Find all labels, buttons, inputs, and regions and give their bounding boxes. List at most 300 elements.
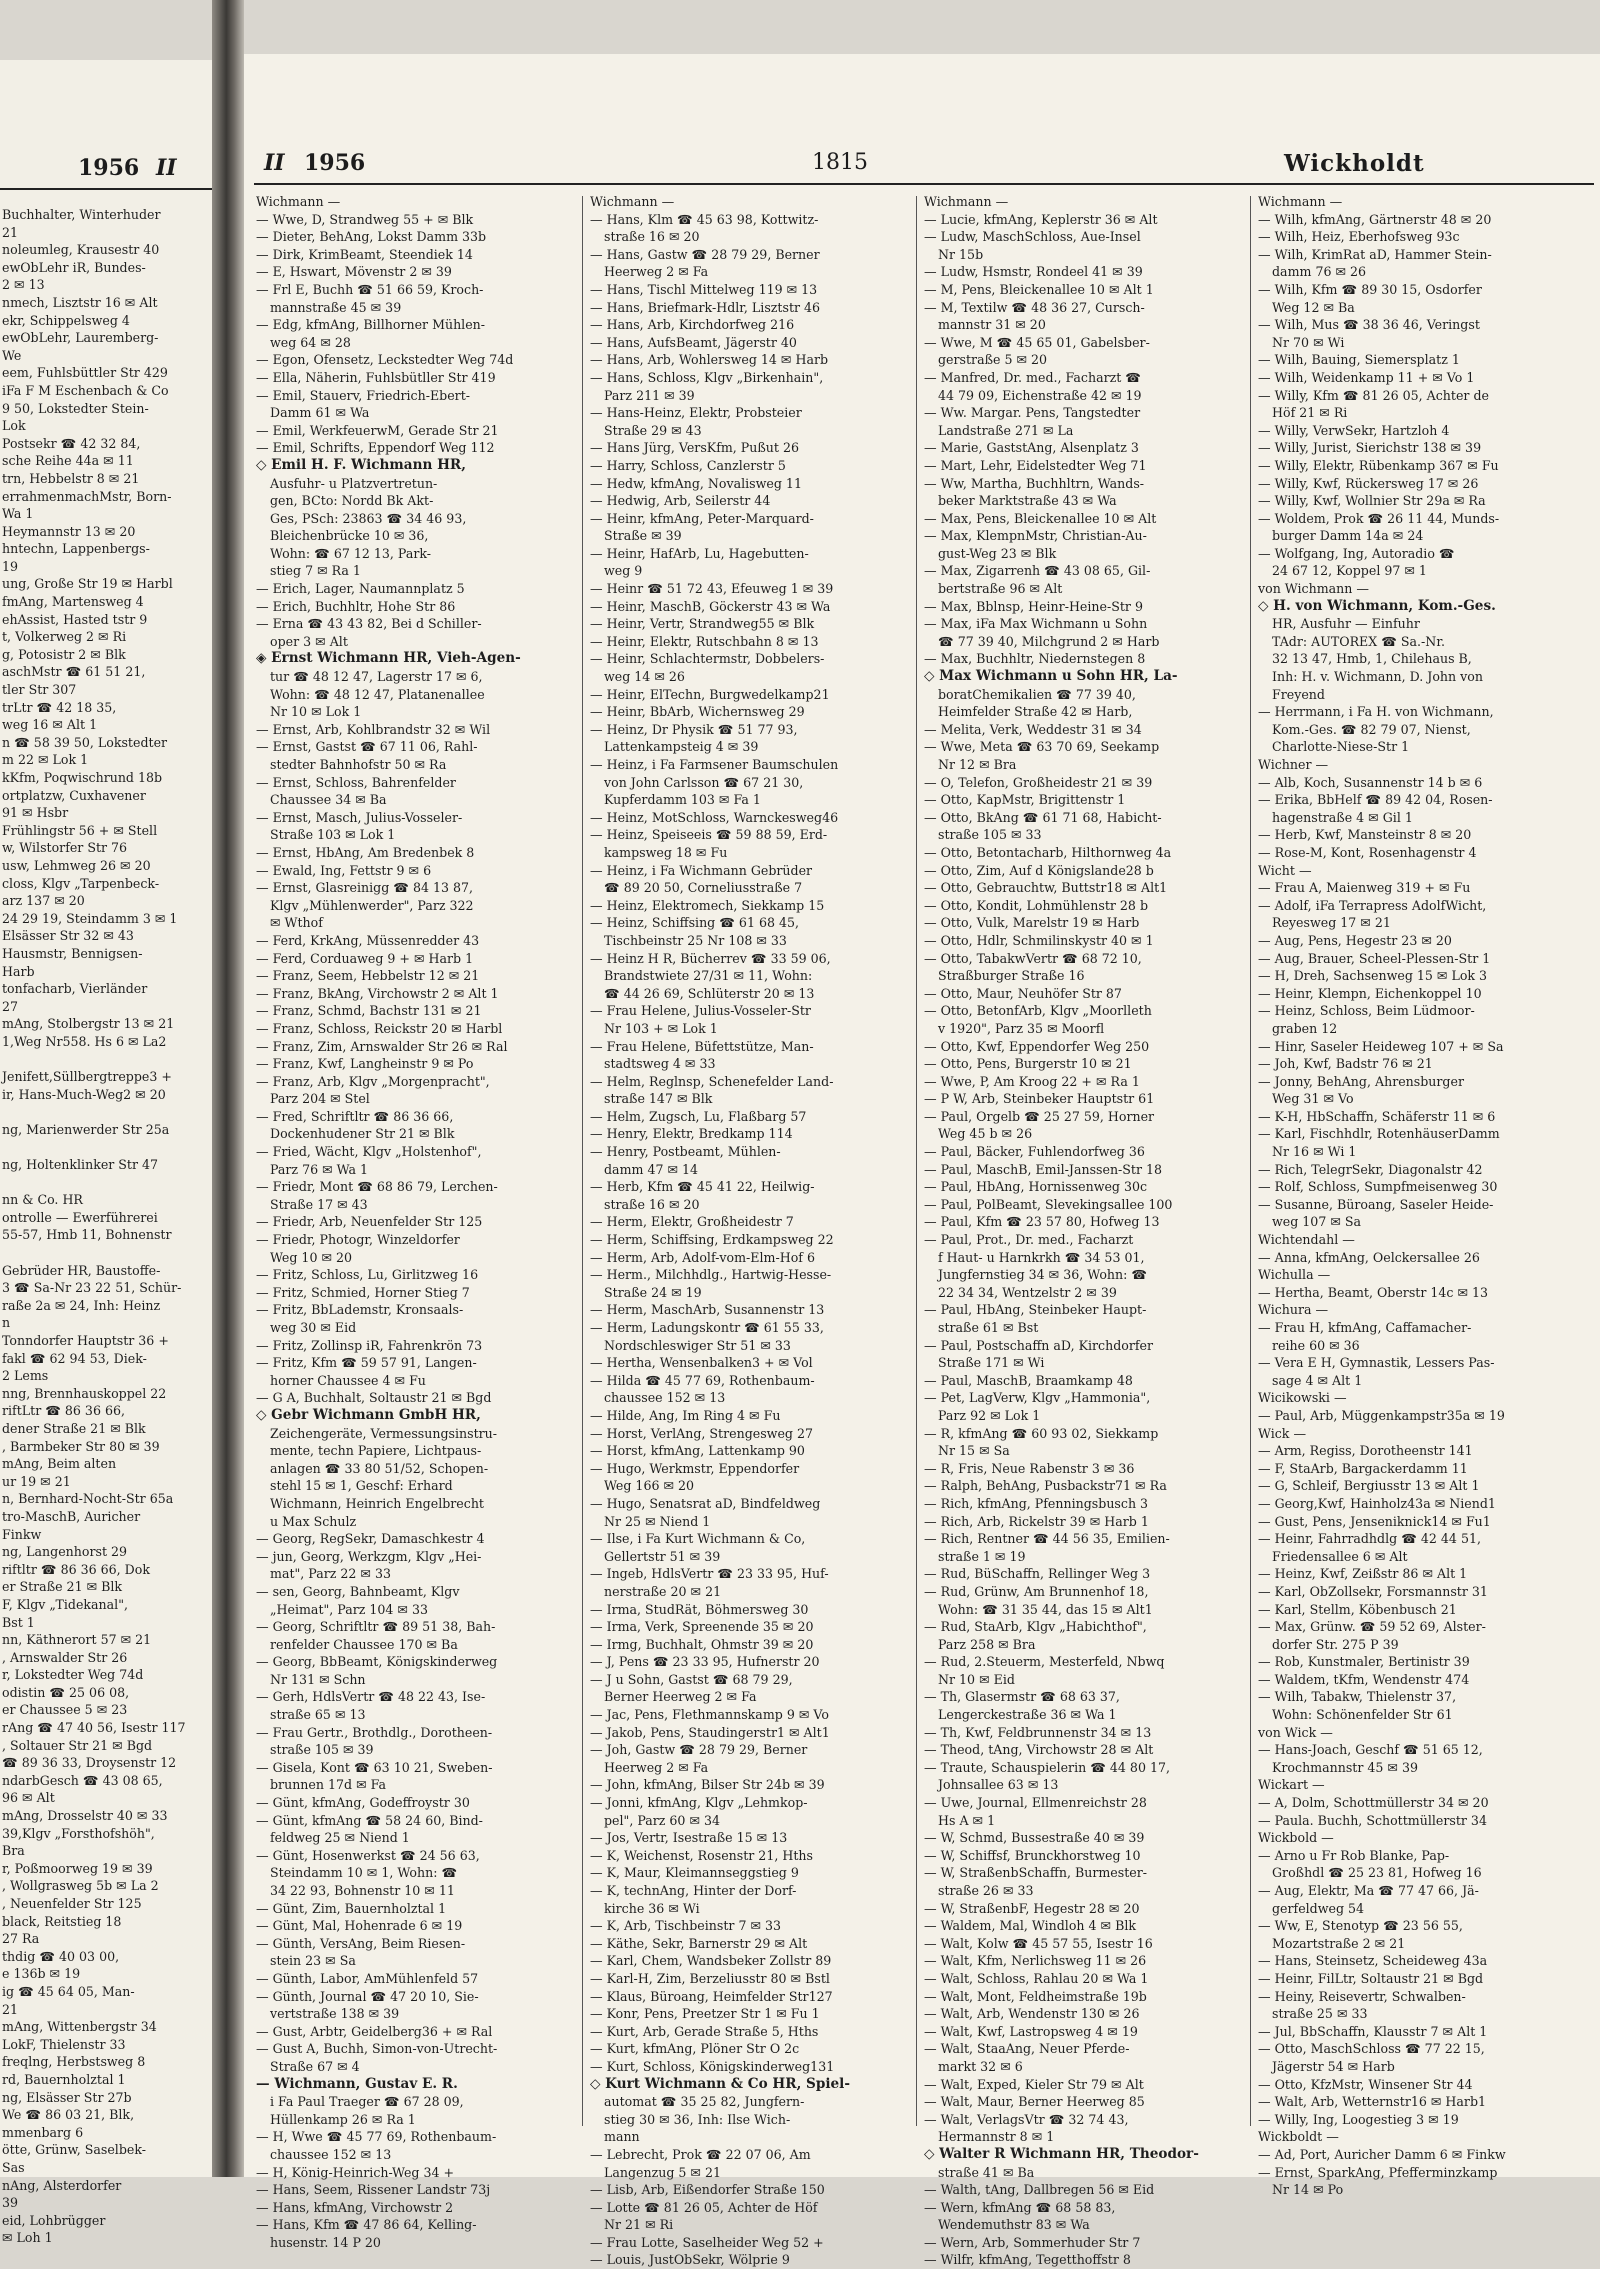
directory-entry-line: Straße 17 ✉ 43	[270, 1196, 368, 1212]
directory-entry-line: gen, BCto: Nordd Bk Akt-	[270, 493, 434, 509]
directory-entry-line: LokF, Thielenstr 33	[2, 2036, 126, 2052]
directory-entry-line: stadtsweg 4 ✉ 33	[604, 1056, 716, 1072]
directory-entry-line: — Jakob, Pens, Staudingerstr1 ✉ Alt1	[590, 1724, 830, 1740]
directory-entry-line: HR, Ausfuhr — Einfuhr	[1272, 616, 1420, 632]
directory-entry-line: Jägerstr 54 ✉ Harb	[1272, 2058, 1395, 2074]
directory-entry-line: — Fritz, Zollinsp iR, Fahrenkrön 73	[256, 1337, 483, 1353]
directory-entry-line: — Frau Gertr., Brothdlg., Dorotheen-	[256, 1724, 493, 1740]
directory-entry-line: ig ☎ 45 64 05, Man-	[2, 1983, 135, 1999]
directory-entry-line: — Hans, Gastw ☎ 28 79 29, Berner	[590, 246, 820, 262]
directory-entry-line: — Henry, Elektr, Bredkamp 114	[590, 1126, 793, 1142]
directory-entry-line: Brandstwiete 27/31 ✉ 11, Wohn:	[604, 968, 813, 984]
directory-entry-line: Weg 12 ✉ Ba	[1272, 299, 1355, 315]
directory-entry-line: — Wilh, Mus ☎ 38 36 46, Veringst	[1258, 317, 1480, 333]
directory-entry-line: Zeichengeräte, Vermessungsinstru-	[270, 1425, 498, 1441]
directory-entry-line: Wicikowski —	[1258, 1390, 1347, 1406]
directory-entry-line: Landstraße 271 ✉ La	[938, 422, 1074, 438]
directory-entry-line: — Wilfr, kfmAng, Tegetthoffstr 8	[924, 2252, 1131, 2268]
directory-entry-line: — Georg,Kwf, Hainholz43a ✉ Niend1	[1258, 1495, 1496, 1511]
directory-entry-line: — Günth, VersAng, Beim Riesen-	[256, 1935, 466, 1951]
directory-entry-line: — K-H, HbSchaffn, Schäferstr 11 ✉ 6	[1258, 1108, 1496, 1124]
directory-entry-line: — Herm, Ladungskontr ☎ 61 55 33,	[590, 1320, 824, 1335]
directory-entry-line: — K, Weichenst, Rosenstr 21, Hths	[590, 1847, 813, 1863]
directory-entry-line: — Fritz, Kfm ☎ 59 57 91, Langen-	[256, 1355, 477, 1371]
directory-entry-line: — Max, Buchhltr, Niedernstegen 8	[924, 651, 1146, 667]
directory-entry-line: — Heinr, Vertr, Strandweg55 ✉ Blk	[590, 616, 815, 632]
directory-entry-line: — E, Hswart, Mövenstr 2 ✉ 39	[256, 264, 452, 280]
directory-entry-line: — Herm, Arb, Adolf-vom-Elm-Hof 6	[590, 1249, 815, 1265]
directory-entry-line: ur 19 ✉ 21	[2, 1473, 71, 1489]
directory-entry-line	[2, 1103, 212, 1121]
directory-entry-line: von Wichmann —	[1258, 581, 1369, 597]
directory-entry-line: Nr 15 ✉ Sa	[938, 1443, 1010, 1459]
directory-entry-line: e 136b ✉ 19	[2, 1966, 81, 1982]
column-rule-2	[916, 196, 917, 2126]
directory-entry-line: Hausmstr, Bennigsen-	[2, 945, 143, 961]
directory-entry-line: — Erna ☎ 43 43 82, Bei d Schiller-	[256, 616, 482, 632]
directory-entry-line: i Fa Paul Traeger ☎ 67 28 09,	[270, 2094, 464, 2110]
directory-entry-line: weg 30 ✉ Eid	[270, 1320, 357, 1335]
directory-entry-line: Lengerckestraße 36 ✉ Wa 1	[938, 1707, 1117, 1723]
directory-entry-line: — Paul, Bäcker, Fuhlendorfweg 36	[924, 1144, 1145, 1160]
directory-entry-line: — Hertha, Beamt, Oberstr 14c ✉ 13	[1258, 1284, 1489, 1300]
directory-column-2	[590, 193, 910, 2269]
directory-entry-line: — Otto, Hdlr, Schmilinskystr 40 ✉ 1	[924, 932, 1154, 948]
directory-entry-line: errahmenmachMstr, Born-	[2, 488, 172, 504]
directory-entry-line: — Hans, Schloss, Klgv „Birkenhain",	[590, 369, 824, 385]
directory-entry-line: f Haut- u Harnkrkh ☎ 34 53 01,	[938, 1249, 1145, 1265]
directory-entry-line: — Pet, LagVerw, Klgv „Hammonia",	[924, 1390, 1151, 1406]
directory-entry-line: — Willy, VerwSekr, Hartzloh 4	[1258, 422, 1450, 438]
directory-entry-line: — Paula. Buchh, Schottmüllerstr 34	[1258, 1812, 1487, 1828]
directory-entry-line: — Rich, Rentner ☎ 44 56 35, Emilien-	[924, 1531, 1170, 1547]
directory-entry-line: — Heinz, i Fa Farmsener Baumschulen	[590, 757, 839, 772]
directory-entry-line: — Karl, Chem, Wandsbeker Zollstr 89	[590, 1953, 832, 1969]
directory-entry-line: 24 67 12, Koppel 97 ✉ 1	[1272, 563, 1427, 579]
directory-entry-line: — Otto, BetonfArb, Klgv „Moorlleth	[924, 1003, 1152, 1019]
directory-entry-line: Tonndorfer Hauptstr 36 +	[2, 1333, 169, 1348]
directory-entry-line: Charlotte-Niese-Str 1	[1272, 739, 1410, 755]
directory-entry-line: ndarbGesch ☎ 43 08 65,	[2, 1772, 163, 1788]
right-page-year: 1956	[304, 150, 366, 176]
directory-entry-line: straße 25 ✉ 33	[1272, 2006, 1368, 2022]
directory-entry-line: Elsässer Str 32 ✉ 43	[2, 928, 134, 944]
directory-entry-line: 2 Lems	[2, 1368, 49, 1384]
directory-entry-line: — Georg, BbBeamt, Königskinderweg	[256, 1654, 498, 1670]
directory-entry-line: — Franz, Kwf, Langheinstr 9 ✉ Po	[256, 1056, 474, 1072]
directory-entry-line: — Hans, Seem, Rissener Landstr 73j	[256, 2182, 491, 2198]
directory-entry-line: ng, Langenhorst 29	[2, 1544, 128, 1560]
directory-entry-line: reihe 60 ✉ 36	[1272, 1337, 1360, 1353]
directory-entry-line: stedter Bahnhofstr 50 ✉ Ra	[270, 757, 447, 772]
directory-entry-line: — Herrmann, i Fa H. von Wichmann,	[1258, 704, 1494, 720]
directory-entry-line: renfelder Chaussee 170 ✉ Ba	[270, 1636, 458, 1652]
directory-entry-line: er Chaussee 5 ✉ 23	[2, 1702, 128, 1718]
directory-entry-line: — Ww, Martha, Buchhltrn, Wands-	[924, 475, 1145, 491]
directory-entry-line: — Jac, Pens, Flethmannskamp 9 ✉ Vo	[590, 1707, 829, 1723]
directory-entry-line: mmenbarg 6	[2, 2124, 84, 2140]
directory-column-1	[256, 193, 576, 2251]
directory-entry-line: — Arno u Fr Rob Blanke, Pap-	[1258, 1847, 1450, 1863]
directory-entry-line: — Wilh, kfmAng, Gärtnerstr 48 ✉ 20	[1258, 211, 1492, 227]
directory-entry-line: — Herb, Kwf, Mansteinstr 8 ✉ 20	[1258, 827, 1472, 843]
directory-entry-line: tro-MaschB, Auricher	[2, 1508, 141, 1524]
directory-entry-line: — Lotte ☎ 81 26 05, Achter de Höf	[590, 2199, 818, 2215]
directory-entry-line: — Georg, RegSekr, Damaschkestr 4	[256, 1531, 485, 1547]
directory-entry-line: 3 ☎ Sa-Nr 23 22 51, Schür-	[2, 1280, 182, 1296]
directory-entry-line: Straße 67 ✉ 4	[270, 2058, 360, 2074]
directory-entry-line: — Otto, TabakwVertr ☎ 68 72 10,	[924, 950, 1142, 966]
left-page-header-rule	[0, 188, 214, 190]
directory-entry-line: graben 12	[1272, 1020, 1338, 1036]
directory-entry-line: — Hilda ☎ 45 77 69, Rothenbaum-	[590, 1372, 815, 1388]
directory-entry-line: stehl 15 ✉ 1, Geschf: Erhard	[270, 1478, 453, 1494]
directory-entry-line: mat", Parz 22 ✉ 33	[270, 1566, 391, 1582]
directory-entry-line: — Walt, Arb, Wendenstr 130 ✉ 26	[924, 2006, 1140, 2022]
directory-entry-line: kKfm, Poqwischrund 18b	[2, 770, 163, 785]
directory-entry-line: — Ad, Port, Auricher Damm 6 ✉ Finkw	[1258, 2146, 1506, 2162]
directory-entry-line: — Ludw, Hsmstr, Rondeel 41 ✉ 39	[924, 264, 1143, 280]
directory-entry-line: — Theod, tAng, Virchowstr 28 ✉ Alt	[924, 1742, 1154, 1758]
directory-entry-line: — Herb, Kfm ☎ 45 41 22, Heilwig-	[590, 1179, 815, 1195]
directory-entry-line: Nr 16 ✉ Wi 1	[1272, 1144, 1357, 1160]
directory-entry-line: — Mart, Lehr, Eidelstedter Weg 71	[924, 457, 1147, 473]
directory-entry-line: mannstr 31 ✉ 20	[938, 317, 1046, 333]
directory-entry-line: — Günt, kfmAng, Godeffroystr 30	[256, 1795, 470, 1811]
directory-entry-line: 22 34 34, Wentzelstr 2 ✉ 39	[938, 1284, 1117, 1300]
directory-entry-line: — Irmg, Buchhalt, Ohmstr 39 ✉ 20	[590, 1636, 814, 1652]
directory-entry-line: ontrolle — Ewerführerei	[2, 1209, 158, 1225]
directory-entry-line: — Horst, kfmAng, Lattenkamp 90	[590, 1443, 805, 1459]
directory-entry-line: Nr 70 ✉ Wi	[1272, 334, 1345, 350]
directory-entry-line: ewObLehr iR, Bundes-	[2, 259, 146, 275]
directory-entry-line: Wichulla —	[1258, 1267, 1331, 1283]
directory-entry-line: — Ernst, SparkAng, Pfefferminzkamp	[1258, 2164, 1498, 2180]
directory-entry-line: straße 16 ✉ 20	[604, 229, 700, 245]
directory-entry-line: chaussee 152 ✉ 13	[604, 1390, 726, 1406]
directory-entry-line: ◈ Ernst Wichmann HR, Vieh-Agen-	[256, 650, 521, 667]
directory-entry-line: Wichmann —	[1258, 194, 1343, 209]
directory-entry-line: — Günth, Journal ☎ 47 20 10, Sie-	[256, 1988, 479, 2004]
directory-entry-line: hntechn, Lappenbergs-	[2, 541, 150, 557]
directory-entry-line: straße 1 ✉ 19	[938, 1548, 1026, 1564]
directory-entry-line: — Fried, Wächt, Klgv „Holstenhof",	[256, 1144, 482, 1160]
directory-entry-line: Wichtendahl —	[1258, 1232, 1355, 1248]
directory-entry-line: Wohn: Schönenfelder Str 61	[1272, 1707, 1453, 1723]
directory-entry-line: — Otto, Gebrauchtw, Buttstr18 ✉ Alt1	[924, 880, 1168, 896]
directory-entry-line: Reyesweg 17 ✉ 21	[1272, 915, 1391, 931]
directory-entry-line: feldweg 25 ✉ Niend 1	[270, 1830, 410, 1846]
directory-entry-line: 55-57, Hmb 11, Bohnenstr	[2, 1227, 172, 1243]
directory-entry-line: Krochmannstr 45 ✉ 39	[1272, 1759, 1419, 1775]
directory-entry-line: Großhdl ☎ 25 23 81, Hofweg 16	[1272, 1865, 1482, 1881]
directory-entry-line: — Lebrecht, Prok ☎ 22 07 06, Am	[590, 2146, 811, 2162]
directory-entry-line: dorfer Str. 275 P 39	[1272, 1636, 1399, 1652]
directory-entry-line: , Wollgrasweg 5b ✉ La 2	[2, 1878, 159, 1894]
directory-entry-line: ng, Holtenklinker Str 47	[2, 1157, 159, 1173]
directory-entry-line: — Uwe, Journal, Ellmenreichstr 28	[924, 1795, 1147, 1811]
directory-entry-line: — Wichmann, Gustav E. R.	[256, 2075, 458, 2092]
directory-entry-line: Kupferdamm 103 ✉ Fa 1	[604, 792, 761, 808]
directory-entry-line: — Ilse, i Fa Kurt Wichmann & Co,	[590, 1531, 806, 1547]
directory-entry-line: — Heinz, MotSchloss, Warnckesweg46	[590, 809, 839, 825]
directory-entry-line: weg 14 ✉ 26	[604, 669, 685, 685]
directory-entry-line: — Willy, Kwf, Wollnier Str 29a ✉ Ra	[1258, 493, 1486, 509]
directory-entry-line: — Dirk, KrimBeamt, Steendiek 14	[256, 246, 473, 262]
directory-entry-line: ◇ Emil H. F. Wichmann HR,	[256, 456, 466, 473]
directory-entry-line: — Heiny, Reisevertr, Schwalben-	[1258, 1988, 1466, 2004]
left-page-year: 1956	[78, 155, 140, 181]
directory-entry-line: — Paul, Arb, Müggenkampstr35a ✉ 19	[1258, 1407, 1505, 1423]
directory-entry-line: — jun, Georg, Werkzgm, Klgv „Hei-	[256, 1548, 482, 1564]
directory-entry-line: Wichmann —	[924, 194, 1009, 209]
directory-entry-line: — Herm, Schiffsing, Erdkampsweg 22	[590, 1232, 834, 1248]
directory-entry-line: fmAng, Martensweg 4	[2, 594, 144, 610]
directory-entry-line: beker Marktstraße 43 ✉ Wa	[938, 493, 1117, 509]
directory-entry-line: We ☎ 86 03 21, Blk,	[2, 2107, 135, 2123]
directory-entry-line: stieg 30 ✉ 36, Inh: Ilse Wich-	[604, 2111, 791, 2127]
directory-entry-line: — Heinz, Elektromech, Siekkamp 15	[590, 897, 825, 913]
directory-entry-line: , Arnswalder Str 26	[2, 1649, 128, 1665]
directory-entry-line: — Ferd, Corduaweg 9 + ✉ Harb 1	[256, 950, 474, 966]
directory-entry-line: — Rud, Grünw, Am Brunnenhof 18,	[924, 1583, 1149, 1599]
directory-entry-line: — Otto, KapMstr, Brigittenstr 1	[924, 792, 1126, 808]
directory-entry-line: — Heinr, FilLtr, Soltaustr 21 ✉ Bgd	[1258, 1970, 1484, 1986]
directory-entry-line: — Wwe, P, Am Kroog 22 + ✉ Ra 1	[924, 1073, 1140, 1089]
directory-entry-line: — Otto, KfzMstr, Winsener Str 44	[1258, 2076, 1473, 2092]
directory-entry-line: kampsweg 18 ✉ Fu	[604, 844, 728, 860]
directory-entry-line: — Erich, Lager, Naumannplatz 5	[256, 581, 465, 597]
directory-entry-line: — Otto, Maur, Neuhöfer Str 87	[924, 985, 1122, 1001]
directory-entry-line: — Aug, Pens, Hegestr 23 ✉ 20	[1258, 932, 1452, 948]
directory-entry-line: 19	[2, 558, 19, 574]
directory-entry-line: v 1920", Parz 35 ✉ Moorfl	[938, 1020, 1105, 1036]
directory-entry-line: — Aug, Elektr, Ma ☎ 77 47 66, Jä-	[1258, 1883, 1479, 1898]
directory-entry-line: — Herm., Milchhdlg., Hartwig-Hesse-	[590, 1267, 832, 1283]
directory-entry-line: oper 3 ✉ Alt	[270, 633, 348, 649]
directory-entry-line: — Hans, Klm ☎ 45 63 98, Kottwitz-	[590, 211, 819, 227]
directory-entry-line: ötte, Grünw, Saselbek-	[2, 2142, 147, 2158]
directory-entry-line: — Helm, Reglnsp, Schenefelder Land-	[590, 1073, 834, 1089]
right-page-part: II	[264, 150, 285, 176]
directory-entry-line: — Paul, PolBeamt, Slevekingsallee 100	[924, 1196, 1173, 1212]
directory-entry-line: straße 16 ✉ 20	[604, 1196, 700, 1212]
directory-entry-line: Weg 10 ✉ 20	[270, 1249, 353, 1265]
directory-entry-line: — Wern, kfmAng ☎ 68 58 83,	[924, 2199, 1116, 2215]
directory-entry-line: — Franz, Arb, Klgv „Morgenpracht",	[256, 1073, 490, 1089]
directory-entry-line: TAdr: AUTOREX ☎ Sa.-Nr.	[1272, 633, 1445, 649]
right-page-header-rule	[254, 183, 1594, 185]
directory-entry-line: — Irma, StudRät, Böhmersweg 30	[590, 1601, 809, 1617]
directory-entry-line: trn, Hebbelstr 8 ✉ 21	[2, 470, 140, 486]
directory-entry-line: — Günt, Hosenwerkst ☎ 24 56 63,	[256, 1847, 480, 1863]
directory-entry-line: — Walt, StaaAng, Neuer Pferde-	[924, 2041, 1130, 2057]
directory-entry-line: — Heinr, MaschB, Göckerstr 43 ✉ Wa	[590, 598, 831, 614]
directory-entry-line: — Ingeb, HdlsVertr ☎ 23 33 95, Huf-	[590, 1566, 829, 1582]
directory-entry-line: — Emil, Stauerv, Friedrich-Ebert-	[256, 387, 471, 403]
directory-entry-line: Nr 25 ✉ Niend 1	[604, 1513, 711, 1529]
directory-entry-line: usw, Lehmweg 26 ✉ 20	[2, 857, 151, 873]
directory-entry-line: Höf 21 ✉ Ri	[1272, 405, 1348, 421]
directory-entry-line: — Louis, JustObSekr, Wölprie 9	[590, 2252, 790, 2268]
directory-entry-line: — K, Maur, Kleimannseggstieg 9	[590, 1865, 799, 1881]
directory-entry-line: — Max, iFa Max Wichmann u Sohn	[924, 616, 1148, 632]
directory-entry-line: — Heinr, BbArb, Wichernsweg 29	[590, 704, 805, 720]
directory-entry-line: — Susanne, Büroang, Saseler Heide-	[1258, 1196, 1494, 1212]
directory-entry-line: — Herm, Elektr, Großheidestr 7	[590, 1214, 794, 1230]
directory-entry-line: aschMstr ☎ 61 51 21,	[2, 664, 146, 680]
directory-entry-line: Wickboldt —	[1258, 2129, 1339, 2145]
directory-entry-line: ☎ 89 20 50, Corneliusstraße 7	[604, 880, 803, 896]
directory-entry-line: Wichmann, Heinrich Engelbrecht	[270, 1495, 484, 1511]
directory-entry-line: mannstraße 45 ✉ 39	[270, 299, 402, 315]
directory-entry-line: Straße 29 ✉ 43	[604, 422, 702, 438]
directory-entry-line: rAng ☎ 47 40 56, Isestr 117	[2, 1720, 186, 1736]
directory-entry-line: hagenstraße 4 ✉ Gil 1	[1272, 809, 1413, 825]
directory-entry-line: Weg 45 b ✉ 26	[938, 1126, 1033, 1142]
directory-entry-line: eem, Fuhlsbüttler Str 429	[2, 365, 168, 381]
directory-entry-line: ◇ Kurt Wichmann & Co HR, Spiel-	[590, 2075, 850, 2092]
directory-entry-line: ehAssist, Hasted tstr 9	[2, 611, 148, 627]
directory-entry-line: freqlng, Herbstsweg 8	[2, 2054, 146, 2070]
directory-entry-line: — Hans, Arb, Wohlersweg 14 ✉ Harb	[590, 352, 829, 368]
directory-entry-line: Wick —	[1258, 1425, 1307, 1441]
directory-entry-line: — Frau Helene, Julius-Vosseler-Str	[590, 1003, 811, 1019]
directory-entry-line: — Wilh, Kfm ☎ 89 30 15, Osdorfer	[1258, 281, 1482, 297]
directory-entry-line: markt 32 ✉ 6	[938, 2058, 1023, 2074]
directory-entry-line: — Rich, TelegrSekr, Diagonalstr 42	[1258, 1161, 1483, 1177]
directory-entry-line: t, Volkerweg 2 ✉ Ri	[2, 629, 127, 645]
directory-entry-line: , Barmbeker Str 80 ✉ 39	[2, 1438, 160, 1454]
directory-entry-line: Weg 166 ✉ 20	[604, 1478, 695, 1494]
directory-entry-line: straße 105 ✉ 33	[938, 827, 1042, 843]
directory-entry-line: — Hans-Joach, Geschf ☎ 51 65 12,	[1258, 1742, 1483, 1758]
directory-entry-line: 91 ✉ Hsbr	[2, 805, 69, 821]
directory-entry-line: — Walt, Exped, Kieler Str 79 ✉ Alt	[924, 2076, 1144, 2092]
directory-entry-line: — Franz, Zim, Arnswalder Str 26 ✉ Ral	[256, 1038, 508, 1054]
directory-entry-line: rd, Bauernholztal 1	[2, 2071, 126, 2087]
directory-entry-line: — Willy, Ing, Loogestieg 3 ✉ 19	[1258, 2111, 1459, 2127]
right-page	[244, 54, 1600, 2268]
directory-entry-line: straße 61 ✉ Bst	[938, 1320, 1039, 1335]
directory-entry-line: Mozartstraße 2 ✉ 21	[1272, 1935, 1406, 1951]
directory-entry-line: weg 16 ✉ Alt 1	[2, 717, 98, 733]
directory-entry-line: — F, StaArb, Bargackerdamm 11	[1258, 1460, 1468, 1476]
directory-entry-line: noleumleg, Krausestr 40	[2, 242, 160, 258]
directory-entry-line: Wicht —	[1258, 862, 1312, 878]
directory-entry-line: — Horst, VerlAng, Strengesweg 27	[590, 1425, 813, 1441]
directory-entry-line: mente, techn Papiere, Lichtpaus-	[270, 1443, 482, 1459]
directory-entry-line: ✉ Loh 1	[2, 2230, 53, 2246]
directory-entry-line: — John, kfmAng, Bilser Str 24b ✉ 39	[590, 1777, 825, 1793]
directory-entry-line: — Otto, Kwf, Eppendorfer Weg 250	[924, 1038, 1150, 1054]
directory-entry-line: Nordschleswiger Str 51 ✉ 33	[604, 1337, 791, 1353]
directory-entry-line: ortplatzw, Cuxhavener	[2, 787, 146, 803]
directory-entry-line	[2, 1051, 212, 1069]
directory-entry-line: — Willy, Kfm ☎ 81 26 05, Achter de	[1258, 387, 1489, 403]
directory-entry-line: — Franz, Schmd, Bachstr 131 ✉ 21	[256, 1003, 482, 1019]
directory-entry-line: — Walth, tAng, Dallbregen 56 ✉ Eid	[924, 2182, 1155, 2198]
directory-entry-line: straße 105 ✉ 39	[270, 1742, 374, 1758]
directory-entry-line: mann	[604, 2129, 640, 2145]
directory-entry-line: — Ernst, Schloss, Bahrenfelder	[256, 774, 456, 790]
directory-entry-line: Ges, PSch: 23863 ☎ 34 46 93,	[270, 510, 467, 526]
directory-entry-line: Jenifett,Süllbergtreppe3 +	[2, 1069, 172, 1085]
directory-entry-line: — M, Textilw ☎ 48 36 27, Cursch-	[924, 299, 1145, 315]
directory-entry-line: — Paul, Orgelb ☎ 25 27 59, Horner	[924, 1108, 1155, 1124]
directory-entry-line: Nr 21 ✉ Ri	[604, 2217, 674, 2233]
directory-entry-line	[2, 1138, 212, 1156]
directory-entry-line: — Ralph, BehAng, Pusbackstr71 ✉ Ra	[924, 1478, 1167, 1494]
directory-entry-line: — Wilh, Tabakw, Thielenstr 37,	[1258, 1689, 1457, 1705]
directory-entry-line: Harb	[2, 963, 35, 979]
directory-entry-line: — Friedr, Photogr, Winzeldorfer	[256, 1232, 460, 1248]
directory-entry-line: Wa 1	[2, 506, 34, 522]
directory-entry-line: 32 13 47, Hmb, 1, Chilehaus B,	[1272, 651, 1472, 667]
directory-entry-line: mAng, Beim alten	[2, 1456, 117, 1472]
directory-entry-line: black, Reitstieg 18	[2, 1913, 122, 1929]
directory-entry-line: Nr 10 ✉ Lok 1	[270, 704, 362, 720]
directory-entry-line: Wohn: ☎ 31 35 44, das 15 ✉ Alt1	[938, 1601, 1153, 1617]
directory-entry-line: — Franz, Seem, Hebbelstr 12 ✉ 21	[256, 968, 480, 984]
directory-entry-line: — Frau Lotte, Saselheider Weg 52 +	[590, 2234, 824, 2250]
directory-entry-line: — Kurt, Schloss, Königskinderweg131	[590, 2058, 835, 2074]
directory-entry-line: — Rud, StaArb, Klgv „Habichthof",	[924, 1619, 1147, 1635]
directory-entry-line: Finkw	[2, 1526, 42, 1542]
directory-entry-line: dener Straße 21 ✉ Blk	[2, 1420, 146, 1436]
directory-entry-line: damm 76 ✉ 26	[1272, 264, 1367, 280]
directory-entry-line: — Rud, BüSchaffn, Rellinger Weg 3	[924, 1566, 1151, 1582]
directory-entry-line: raße 2a ✉ 24, Inh: Heinz	[2, 1297, 161, 1313]
directory-entry-line: — Walt, Mont, Feldheimstraße 19b	[924, 1988, 1147, 2004]
directory-entry-line: — Ella, Näherin, Fuhlsbütller Str 419	[256, 369, 496, 385]
directory-entry-line: kirche 36 ✉ Wi	[604, 1900, 700, 1916]
directory-entry-line: — Ernst, Masch, Julius-Vosseler-	[256, 809, 463, 825]
directory-entry-line: — Gust, Pens, Jenseniknick14 ✉ Fu1	[1258, 1513, 1491, 1529]
directory-entry-line: Nr 14 ✉ Po	[1272, 2182, 1344, 2198]
directory-entry-line: — Friedr, Arb, Neuenfelder Str 125	[256, 1214, 483, 1230]
directory-entry-line: — Heinr, HafArb, Lu, Hagebutten-	[590, 545, 809, 561]
directory-entry-line: — Rich, kfmAng, Pfenningsbusch 3	[924, 1495, 1149, 1511]
directory-entry-line: — Ernst, Glasreinigg ☎ 84 13 87,	[256, 880, 474, 896]
directory-entry-line: — Ernst, Gastst ☎ 67 11 06, Rahl-	[256, 739, 478, 755]
directory-entry-line: boratChemikalien ☎ 77 39 40,	[938, 686, 1136, 702]
directory-entry-line: 21	[2, 224, 19, 240]
directory-entry-line: — Emil, WerkfeuerwM, Gerade Str 21	[256, 422, 499, 438]
directory-entry-line: — Lisb, Arb, Eißendorfer Straße 150	[590, 2182, 825, 2198]
directory-entry-line: nng, Brennhauskoppel 22	[2, 1385, 167, 1401]
directory-entry-line: — Ferd, KrkAng, Müssenredder 43	[256, 932, 480, 948]
directory-entry-line: — Rud, 2.Steuerm, Mesterfeld, Nbwq	[924, 1654, 1165, 1670]
directory-entry-line: — Otto, Zim, Auf d Königslande28 b	[924, 862, 1154, 878]
column-rule-3	[1250, 196, 1251, 2126]
directory-entry-line: — Max, KlempnMstr, Christian-Au-	[924, 528, 1147, 544]
directory-entry-line: 9 50, Lokstedter Stein-	[2, 400, 149, 416]
directory-entry-line: brunnen 17d ✉ Fa	[270, 1777, 387, 1793]
directory-entry-line: — Georg, Schriftltr ☎ 89 51 38, Bah-	[256, 1619, 496, 1635]
directory-entry-line: — Fritz, BbLademstr, Kronsaals-	[256, 1302, 464, 1318]
directory-entry-line: — Edg, kfmAng, Billhorner Mühlen-	[256, 317, 486, 333]
directory-entry-line: gust-Weg 23 ✉ Blk	[938, 545, 1057, 561]
directory-column-4	[1258, 193, 1594, 2199]
directory-entry-line: — Otto, Betontacharb, Hilthornweg 4a	[924, 844, 1172, 860]
directory-entry-line: 39	[2, 2195, 19, 2211]
directory-entry-line: Wickart —	[1258, 1777, 1325, 1793]
directory-entry-line: — Heinz, Schloss, Beim Lüdmoor-	[1258, 1003, 1475, 1019]
directory-entry-line: — Walt, Kfm, Nerlichsweg 11 ✉ 26	[924, 1953, 1147, 1969]
directory-entry-line: — Max, Pens, Bleickenallee 10 ✉ Alt	[924, 510, 1157, 526]
directory-entry-line: — Fritz, Schloss, Lu, Girlitzweg 16	[256, 1267, 479, 1283]
